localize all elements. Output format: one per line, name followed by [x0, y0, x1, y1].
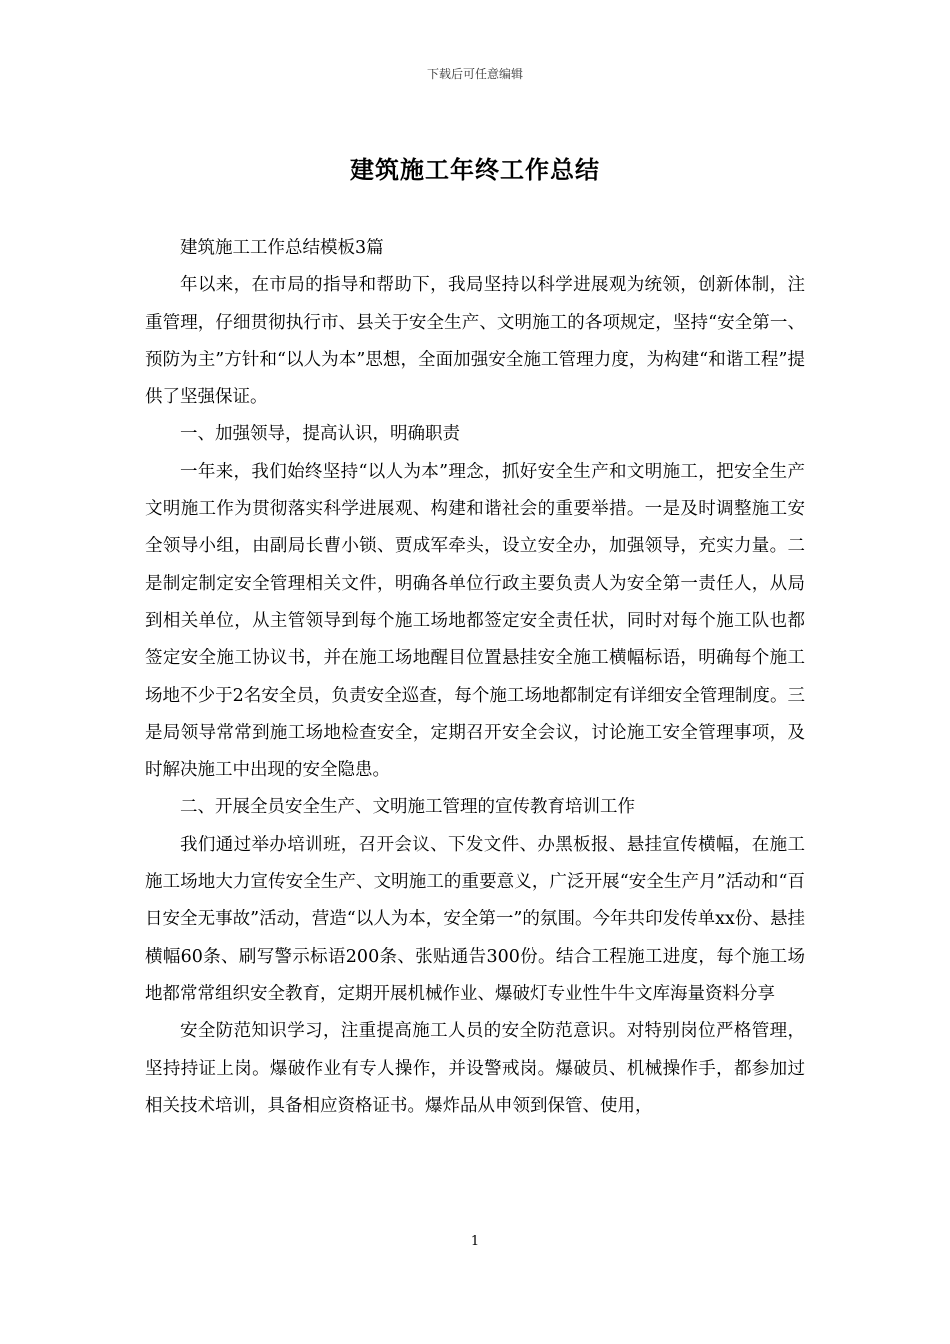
page-title: 建筑施工年终工作总结	[350, 155, 600, 184]
header-note: 下载后可任意编辑	[426, 67, 523, 81]
page-number: 1	[470, 1234, 480, 1249]
subtitle-paragraph: 建筑施工工作总结模板3篇	[180, 238, 384, 258]
document-body	[145, 230, 805, 1125]
section-heading: 二、开展全员安全生产、文明施工管理的宣传教育培训工作	[180, 797, 635, 818]
body-paragraph: 安全防范知识学习，注重提高施工人员的安全防范意识。对特别岗位严格管理，坚持持证上岗。爆破作业有专人操作，并设警戒岗。爆破员、机械操作手，都参加过相关技术培训，具备相应资格证书。爆炸品从申领到保管、使用，	[145, 1021, 805, 1116]
body-paragraph: 一年来，我们始终坚持“以人为本”理念，抓好安全生产和文明施工，把安全生产文明施工作为贯彻落实科学进展观、构建和谐社会的重要举措。一是及时调整施工安全领导小组，由副局长曹小锁、贾成军牵头，设立安全办，加强领导，充实力量。二是制定制定安全管理相关文件，明确各单位行政主要负责人为安全第一责任人，从局到相关单位，从主管领导到每个施工场地都签定安全责任状，同时对每个施工队也都签定安全施工协议书，并在施工场地醒目位置悬挂安全施工横幅标语，明确每个施工场地不少于2名安全员，负责安全巡查，每个施工场地都制定有详细安全管理制度。三是局领导常常到施工场地检查安全，定期召开安全会议，讨论施工安全管理事项，及时解决施工中出现的安全隐患。	[145, 461, 805, 781]
body-paragraph: 我们通过举办培训班，召开会议、下发文件、办黑板报、悬挂宣传横幅，在施工施工场地大力宣传安全生产、文明施工的重要意义，广泛开展“安全生产月”活动和“百日安全无事故”活动，营造“以人为本，安全第一”的氛围。今年共印发传单xx份、悬挂横幅60条、刷写警示标语200条、张贴通告300份。结合工程施工进度，每个施工场地都常常组织安全教育，定期开展机械作业、爆破灯专业性牛牛文库海量资料分享	[145, 834, 805, 1004]
body-paragraph: 年以来，在市局的指导和帮助下，我局坚持以科学进展观为统领，创新体制，注重管理，仔细贯彻执行市、县关于安全生产、文明施工的各项规定，坚持“安全第一、预防为主”方针和“以人为本”思想，全面加强安全施工管理力度，为构建“和谐工程”提供了坚强保证。	[145, 275, 805, 408]
section-heading: 一、加强领导，提高认识，明确职责	[180, 424, 460, 445]
